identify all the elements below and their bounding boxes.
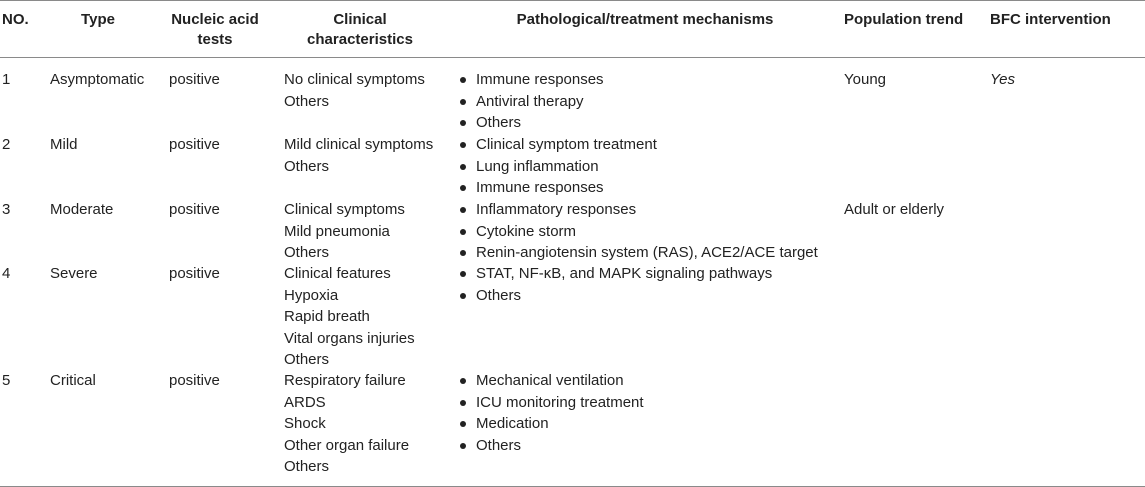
row-4-type: Severe	[50, 265, 98, 282]
bullet-icon	[460, 207, 466, 213]
row-3-population: Adult or elderly	[844, 201, 945, 218]
row-4-mechanisms	[458, 263, 772, 306]
bullet-icon	[460, 378, 466, 384]
header-clinical-characteristics: Clinical characteristics	[307, 11, 413, 48]
mechanism-item: STAT, NF-κB, and MAPK signaling pathways	[458, 263, 772, 285]
mechanism-item: Medication	[458, 413, 644, 435]
bullet-icon	[460, 421, 466, 427]
row-5-type: Critical	[50, 372, 96, 389]
bullet-icon	[460, 185, 466, 191]
clinical-item: Clinical symptoms	[284, 201, 405, 218]
mechanism-item: Immune responses	[458, 69, 604, 91]
row-2-nucleic: positive	[169, 136, 220, 153]
bullet-icon	[460, 293, 466, 299]
mechanism-item: ICU monitoring treatment	[458, 392, 644, 414]
row-5-no: 5	[2, 372, 11, 389]
top-rule	[0, 0, 1145, 1]
clinical-item: Others	[284, 244, 330, 261]
mechanism-item: Cytokine storm	[458, 221, 818, 243]
row-4-clinical	[284, 263, 415, 371]
clinical-item: Mild clinical symptoms	[284, 136, 434, 153]
header-type: Type	[81, 11, 115, 28]
row-1-no: 1	[2, 71, 11, 88]
header-bfc-intervention: BFC intervention	[990, 11, 1111, 28]
row-5-clinical	[284, 370, 409, 478]
bullet-icon	[460, 99, 466, 105]
clinical-item: Shock	[284, 415, 326, 432]
row-2-type: Mild	[50, 136, 78, 153]
row-4-no: 4	[2, 265, 11, 282]
bullet-icon	[460, 77, 466, 83]
mechanism-item: Renin-angiotensin system (RAS), ACE2/ACE target	[458, 242, 818, 264]
row-1-population: Young	[844, 71, 886, 88]
bullet-icon	[460, 443, 466, 449]
row-3-clinical	[284, 199, 405, 264]
row-5-nucleic: positive	[169, 372, 220, 389]
bullet-icon	[460, 250, 466, 256]
mechanism-item: Immune responses	[458, 177, 657, 199]
header-no: NO.	[2, 11, 29, 28]
row-2-clinical	[284, 134, 433, 177]
row-1-type: Asymptomatic	[50, 71, 145, 88]
bullet-icon	[460, 400, 466, 406]
clinical-item: Hypoxia	[284, 286, 339, 304]
clinical-item: Respiratory failure	[284, 372, 406, 389]
row-1-mechanisms	[458, 69, 604, 134]
row-1-nucleic: positive	[169, 71, 220, 88]
clinical-item: ARDS	[284, 393, 326, 411]
mechanism-item: Inflammatory responses	[458, 199, 818, 221]
row-3-mechanisms	[458, 199, 818, 264]
header-mechanisms: Pathological/treatment mechanisms	[516, 11, 774, 28]
header-nucleic-acid-tests: Nucleic acid tests	[171, 11, 259, 48]
clinical-item: Others	[284, 458, 330, 475]
mechanism-item: Antiviral therapy	[458, 91, 604, 113]
row-1-bfc: Yes	[990, 71, 1016, 88]
row-3-type: Moderate	[50, 201, 114, 218]
mechanism-item: Mechanical ventilation	[458, 370, 644, 392]
clinical-item: Others	[284, 351, 330, 368]
header-population-trend: Population trend	[844, 11, 964, 28]
clinical-item: No clinical symptoms	[284, 71, 425, 88]
clinical-item: Rapid breath	[284, 308, 370, 325]
mechanism-item: Others	[458, 435, 644, 457]
mechanism-item: Others	[458, 112, 604, 134]
row-3-nucleic: positive	[169, 201, 220, 218]
mechanism-item: Others	[458, 285, 772, 307]
row-3-no: 3	[2, 201, 11, 218]
mechanism-item: Clinical symptom treatment	[458, 134, 657, 156]
clinical-item: Others	[284, 157, 330, 175]
row-2-no: 2	[2, 136, 11, 153]
row-2-mechanisms	[458, 134, 657, 199]
row-4-nucleic: positive	[169, 265, 220, 282]
mechanism-item: Lung inflammation	[458, 156, 657, 178]
header-rule	[0, 57, 1145, 58]
clinical-item: Mild pneumonia	[284, 222, 390, 240]
bullet-icon	[460, 229, 466, 235]
clinical-item: Others	[284, 92, 330, 110]
clinical-item: Vital organs injuries	[284, 329, 415, 347]
bullet-icon	[460, 271, 466, 277]
row-5-mechanisms	[458, 370, 644, 456]
clinical-item: Other organ failure	[284, 436, 410, 454]
clinical-item: Clinical features	[284, 265, 391, 282]
row-1-clinical	[284, 69, 425, 112]
bullet-icon	[460, 164, 466, 170]
bullet-icon	[460, 120, 466, 126]
bullet-icon	[460, 142, 466, 148]
